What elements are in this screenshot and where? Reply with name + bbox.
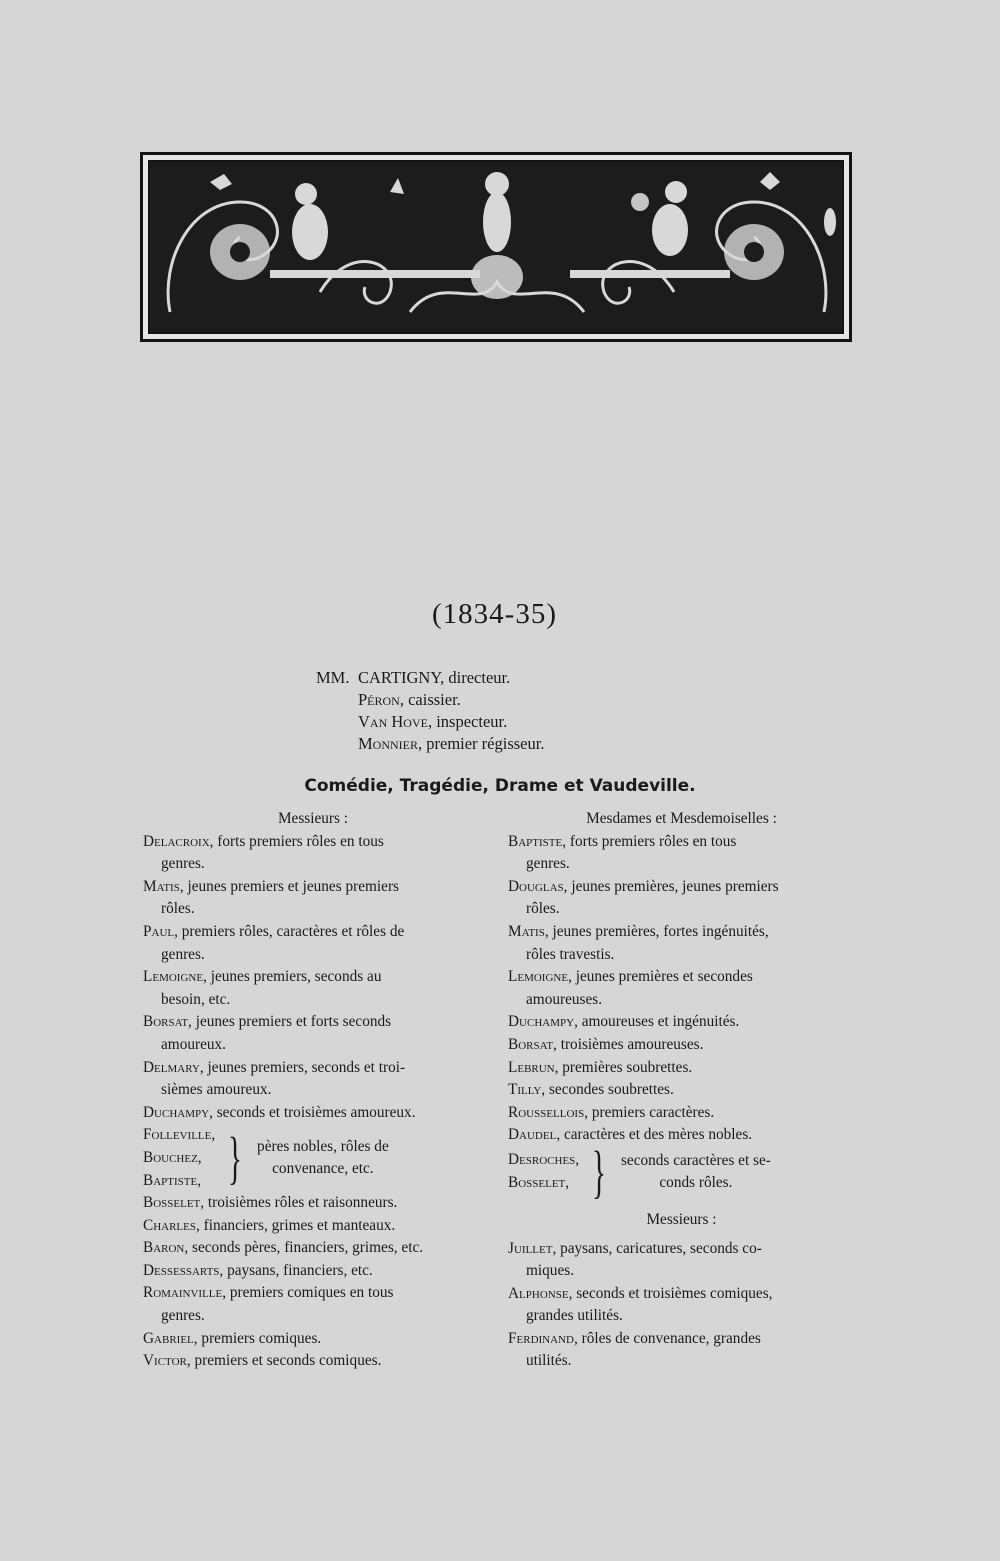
actor-name: Paul bbox=[143, 922, 175, 940]
cast-entry bbox=[508, 1034, 855, 1057]
group-description bbox=[621, 1150, 771, 1194]
actor-name: Folleville, bbox=[143, 1126, 216, 1144]
brace-symbol: } bbox=[228, 1125, 243, 1191]
cast-entry-line bbox=[143, 921, 483, 944]
ornament-illustration bbox=[148, 160, 844, 334]
cast-entry-line bbox=[143, 876, 483, 899]
actor-roles-continued: genres. bbox=[161, 945, 205, 963]
cast-entry bbox=[143, 1011, 483, 1056]
actor-name: Romainville bbox=[143, 1284, 223, 1302]
cast-list bbox=[508, 1238, 855, 1374]
actor-name: Bouchez, bbox=[143, 1148, 202, 1166]
actor-roles: , premiers comiques en tous bbox=[222, 1284, 394, 1302]
actor-roles: , jeunes premiers et jeunes premiers bbox=[179, 877, 400, 895]
group-names bbox=[508, 1149, 579, 1194]
actor-roles: , caractères et des mères nobles. bbox=[556, 1126, 753, 1144]
cast-entry bbox=[143, 876, 483, 921]
cast-entry-line bbox=[143, 1350, 483, 1373]
actor-name: Delmary bbox=[143, 1058, 200, 1076]
cast-entry-line bbox=[143, 966, 483, 989]
cast-entry-line bbox=[143, 1282, 483, 1305]
season-year: (1834-35) bbox=[432, 598, 557, 630]
actor-name: Delacroix bbox=[143, 832, 210, 850]
staff-row bbox=[316, 689, 544, 711]
actor-roles: , secondes soubrettes. bbox=[541, 1081, 674, 1099]
actor-name: Desroches, bbox=[508, 1151, 580, 1169]
column-subheading: Messieurs : bbox=[646, 1210, 717, 1228]
cast-entry-line bbox=[508, 876, 855, 899]
actor-roles-continued: besoin, etc. bbox=[161, 990, 231, 1008]
actor-roles: , amoureuses et ingénuités. bbox=[574, 1013, 740, 1031]
actor-roles-continued: genres. bbox=[161, 1307, 205, 1325]
actor-roles-continued: amoureuses. bbox=[526, 990, 603, 1008]
column-heading: Mesdames et Mesdemoiselles : bbox=[586, 810, 777, 827]
actor-roles-continued: grandes utilités. bbox=[526, 1307, 623, 1325]
staff-prefix: MM. bbox=[316, 668, 350, 687]
cast-entry bbox=[143, 1282, 483, 1327]
group-description-line: pères nobles, rôles de bbox=[257, 1138, 389, 1156]
cast-entry-line bbox=[508, 1011, 855, 1034]
actor-name: Ferdinand bbox=[508, 1329, 574, 1347]
actor-name: Bosselet bbox=[143, 1194, 201, 1212]
cast-entry bbox=[508, 1102, 855, 1125]
cast-entry-line bbox=[508, 1328, 855, 1351]
cast-entry-line bbox=[508, 1102, 855, 1125]
actor-roles: , jeunes premières et secondes bbox=[568, 968, 753, 986]
staff-name: Péron bbox=[358, 690, 400, 709]
actor-roles: , premiers et seconds comiques. bbox=[186, 1352, 382, 1370]
actor-roles: , paysans, financiers, etc. bbox=[219, 1261, 373, 1279]
actor-roles: , paysans, caricatures, seconds co- bbox=[552, 1239, 762, 1257]
actor-name: Baron bbox=[143, 1239, 185, 1257]
actor-roles: , seconds et troisièmes comiques, bbox=[568, 1284, 773, 1302]
cast-entry-line bbox=[143, 1328, 483, 1351]
actor-roles: , jeunes premières, jeunes premiers bbox=[563, 877, 779, 895]
actor-name: Charles bbox=[143, 1216, 196, 1234]
group-description-line: seconds caractères et se- bbox=[620, 1151, 771, 1169]
staff-role: , directeur. bbox=[440, 668, 511, 687]
cast-entry bbox=[508, 1011, 855, 1034]
group-description-line: convenance, etc. bbox=[272, 1160, 374, 1178]
brace-symbol: } bbox=[592, 1138, 606, 1204]
cast-entry-line bbox=[143, 1011, 483, 1034]
actor-roles: , jeunes premières, fortes ingénuités, bbox=[544, 922, 769, 940]
right-column bbox=[508, 808, 855, 1373]
cast-entry-line bbox=[508, 1283, 855, 1306]
actor-name: Dessessarts bbox=[143, 1261, 220, 1279]
cast-entry bbox=[508, 876, 855, 921]
cast-entry-line bbox=[143, 1260, 483, 1283]
actor-name: Borsat bbox=[508, 1035, 554, 1053]
actor-roles: , seconds et troisièmes amoureux. bbox=[209, 1103, 416, 1121]
cast-entry-line bbox=[508, 1079, 855, 1102]
actor-name: Bosselet, bbox=[508, 1173, 570, 1191]
cast-entry-line bbox=[508, 1124, 855, 1147]
cast-entry bbox=[508, 1283, 855, 1328]
cast-list bbox=[508, 831, 855, 1147]
cast-entry bbox=[508, 1057, 855, 1080]
actor-name: Daudel bbox=[508, 1126, 557, 1144]
actor-name: Baptiste bbox=[508, 832, 563, 850]
group-names bbox=[143, 1124, 215, 1192]
cast-entry-line bbox=[143, 1192, 483, 1215]
actor-roles: , troisièmes amoureuses. bbox=[553, 1035, 704, 1053]
cast-entry bbox=[143, 1192, 483, 1215]
actor-name: Duchampy bbox=[508, 1013, 575, 1031]
cast-entry-line bbox=[143, 1057, 483, 1080]
actor-roles: , troisièmes rôles et raisonneurs. bbox=[200, 1194, 398, 1212]
left-column bbox=[143, 808, 483, 1373]
cast-entry bbox=[143, 921, 483, 966]
actor-name: Victor bbox=[143, 1352, 187, 1370]
cast-entry-line bbox=[143, 1237, 483, 1260]
actor-name: Lebrun bbox=[508, 1058, 555, 1076]
cast-entry-line bbox=[143, 831, 483, 854]
cast-entry-line bbox=[508, 1057, 855, 1080]
actor-name: Roussellois bbox=[508, 1103, 585, 1121]
cast-list bbox=[143, 1192, 483, 1373]
actor-roles: , premiers caractères. bbox=[584, 1103, 715, 1121]
cast-entry bbox=[143, 966, 483, 1011]
cast-entry bbox=[143, 1102, 483, 1125]
cast-entry bbox=[508, 1124, 855, 1147]
actor-roles-continued: rôles travestis. bbox=[526, 945, 615, 963]
actor-roles: , premiers comiques. bbox=[193, 1329, 322, 1347]
actor-roles: , premières soubrettes. bbox=[554, 1058, 693, 1076]
cast-entry bbox=[143, 1350, 483, 1373]
cast-entry-line bbox=[143, 1102, 483, 1125]
cast-entry bbox=[143, 1260, 483, 1283]
cast-entry bbox=[508, 966, 855, 1011]
section-title: Comédie, Tragédie, Drame et Vaudeville. bbox=[304, 776, 696, 796]
actor-roles: , premiers rôles, caractères et rôles de bbox=[174, 922, 405, 940]
actor-name: Baptiste, bbox=[143, 1171, 202, 1189]
actor-name: Douglas bbox=[508, 877, 564, 895]
actor-roles: , forts premiers rôles en tous bbox=[562, 832, 737, 850]
staff-row bbox=[316, 711, 544, 733]
actor-roles: , rôles de convenance, grandes bbox=[573, 1329, 761, 1347]
actor-name: Matis bbox=[143, 877, 180, 895]
actor-roles: , jeunes premiers et forts seconds bbox=[188, 1013, 392, 1031]
actor-roles-continued: utilités. bbox=[526, 1352, 572, 1370]
cast-entry-line bbox=[143, 1215, 483, 1238]
cast-group bbox=[143, 1124, 483, 1192]
staff-name: Van Hove bbox=[358, 712, 428, 731]
cast-entry-line bbox=[508, 1238, 855, 1261]
actor-name: Borsat bbox=[143, 1013, 189, 1031]
actor-name: Juillet bbox=[508, 1239, 553, 1257]
cast-entry-line bbox=[508, 966, 855, 989]
staff-row bbox=[316, 667, 544, 689]
cast-entry-line bbox=[508, 831, 855, 854]
actor-roles-continued: sièmes amoureux. bbox=[161, 1081, 272, 1099]
actor-roles: , jeunes premiers, seconds et troi- bbox=[199, 1058, 406, 1076]
cast-list bbox=[143, 831, 483, 1125]
column-heading: Messieurs : bbox=[277, 810, 349, 827]
cast-entry bbox=[508, 1328, 855, 1373]
decorative-banner bbox=[140, 152, 852, 342]
staff-name: Monnier bbox=[358, 734, 418, 753]
actor-name: Lemoigne bbox=[508, 968, 569, 986]
staff-role: , caissier. bbox=[399, 690, 461, 709]
actor-roles: , seconds pères, financiers, grimes, etc. bbox=[184, 1239, 424, 1257]
cast-entry-line bbox=[508, 1034, 855, 1057]
actor-name: Alphonse bbox=[508, 1284, 569, 1302]
actor-name: Duchampy bbox=[143, 1103, 210, 1121]
staff-list bbox=[316, 667, 544, 755]
actor-name: Matis bbox=[508, 922, 545, 940]
cast-entry bbox=[143, 1057, 483, 1102]
cast-entry bbox=[143, 1237, 483, 1260]
actor-name: Tilly bbox=[508, 1081, 542, 1099]
cast-entry bbox=[508, 1079, 855, 1102]
group-description bbox=[257, 1136, 389, 1180]
actor-name: Gabriel bbox=[143, 1329, 194, 1347]
cast-entry bbox=[508, 921, 855, 966]
cast-entry-line bbox=[508, 921, 855, 944]
actor-roles-continued: genres. bbox=[526, 855, 570, 873]
actor-roles: , jeunes premiers, seconds au bbox=[203, 968, 382, 986]
cast-entry bbox=[143, 1328, 483, 1351]
actor-roles-continued: genres. bbox=[161, 855, 205, 873]
actor-name: Lemoigne bbox=[143, 968, 204, 986]
cast-entry bbox=[508, 831, 855, 876]
actor-roles: , financiers, grimes et manteaux. bbox=[195, 1216, 396, 1234]
actor-roles-continued: rôles. bbox=[526, 900, 560, 918]
staff-name: CARTIGNY bbox=[358, 668, 441, 687]
group-description-line: conds rôles. bbox=[659, 1173, 733, 1191]
actor-roles-continued: miques. bbox=[526, 1262, 575, 1280]
cast-entry bbox=[143, 831, 483, 876]
actor-roles-continued: rôles. bbox=[161, 900, 195, 918]
actor-roles-continued: amoureux. bbox=[161, 1035, 226, 1053]
actor-roles: , forts premiers rôles en tous bbox=[209, 832, 384, 850]
staff-row bbox=[316, 733, 544, 755]
staff-role: , inspecteur. bbox=[427, 712, 508, 731]
staff-role: , premier régisseur. bbox=[418, 734, 545, 753]
cast-group bbox=[508, 1138, 855, 1204]
cast-entry bbox=[143, 1215, 483, 1238]
cast-entry bbox=[508, 1238, 855, 1283]
